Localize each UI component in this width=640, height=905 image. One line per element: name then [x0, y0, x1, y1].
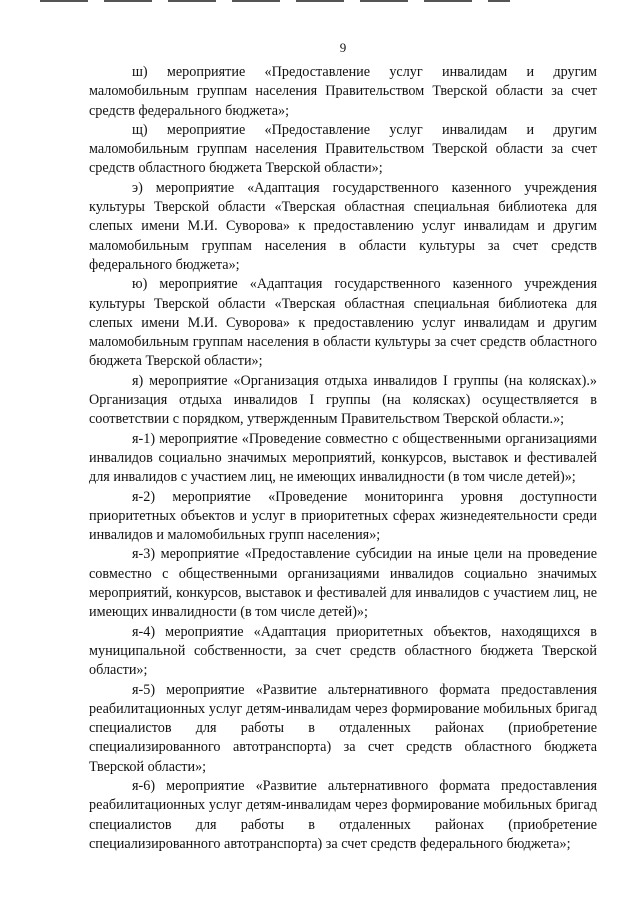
list-item: ю) мероприятие «Адаптация государственного казенного учреждения культуры Тверской области «Тверская областная специальная библиотека для слепых имени М.И. Суворова» к предоставлению услуг инвалидам и другим маломобильным группам населения в области культуры за счет средств областного бюджета Тверской области»; [89, 276, 597, 370]
list-item: ш) мероприятие «Предоставление услуг инвалидам и другим маломобильным группам населения Правительством Тверской области за счет средств федерального бюджета»; [89, 64, 597, 119]
list-item: э) мероприятие «Адаптация государственного казенного учреждения культуры Тверской области «Тверская областная специальная библиотека для слепых имени М.И. Суворова» к предоставлению услуг инвалидам и другим маломобильным группам населения в области культуры за счет средств федерального бюджета»; [89, 179, 597, 273]
list-item: я) мероприятие «Организация отдыха инвалидов I группы (на колясках).» Организация отдыха инвалидов I группы (на колясках) осуществляется в соответствии с порядком, утвержденным Правительством Тверской области.»; [89, 372, 597, 428]
list-item: я-3) мероприятие «Предоставление субсидии на иные цели на проведение совместно с общественными организациями инвалидов социально значимых мероприятий, конкурсов, выставок и фестивалей для инвалидов с участием лиц, не имеющих инвалидности (в том числе детей)»; [89, 546, 597, 621]
list-item: я-2) мероприятие «Проведение мониторинга уровня доступности приоритетных объектов и услуг в приоритетных сферах жизнедеятельности среди инвалидов и маломобильных групп населения»; [89, 488, 597, 544]
document-page [89, 40, 597, 854]
list-item: я-6) мероприятие «Развитие альтернативного формата предоставления реабилитационных услуг детям-инвалидам через формирование мобильных бригад специалистов для работы в отдаленных районах (приобретение специализированного автотранспорта) за счет средств федерального бюджета»; [89, 777, 597, 852]
list-item: щ) мероприятие «Предоставление услуг инвалидам и другим маломобильным группам населения Правительством Тверской области за счет средств областного бюджета Тверской области»; [89, 121, 597, 177]
list-item: я-5) мероприятие «Развитие альтернативного формата предоставления реабилитационных услуг детям-инвалидам через формирование мобильных бригад специалистов для работы в отдаленных районах (приобретение специализированного автотранспорта) за счет средств областного бюджета Тверской области»; [89, 681, 597, 775]
list-item: я-1) мероприятие «Проведение совместно с общественными организациями инвалидов социально значимых мероприятий, конкурсов, выставок и фестивалей для инвалидов с участием лиц, не имеющих инвалидности (в том числе детей)»; [89, 430, 597, 486]
header-rule [40, 0, 510, 2]
list-item: я-4) мероприятие «Адаптация приоритетных объектов, находящихся в муниципальной собственности, за счет средств областного бюджета Тверской области»; [89, 623, 597, 679]
page-number: 9 [339, 40, 347, 55]
